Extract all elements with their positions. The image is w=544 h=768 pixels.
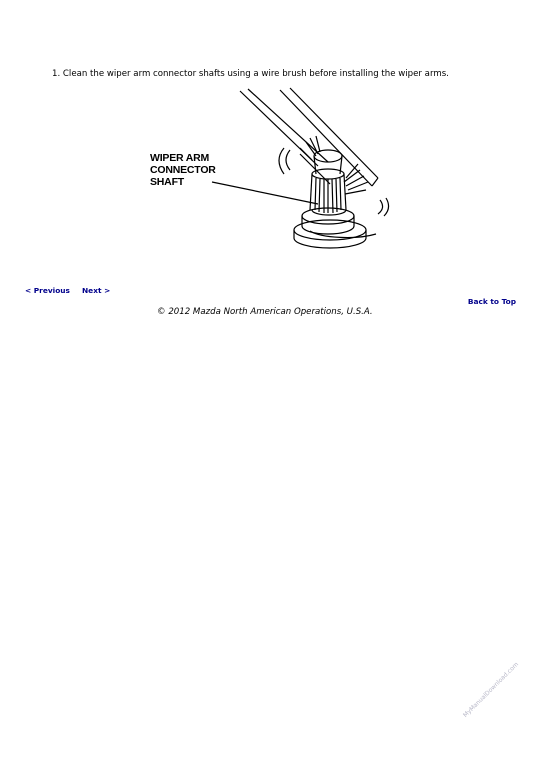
copyright-text: © 2012 Mazda North American Operations, U.S.A. bbox=[157, 307, 373, 317]
watermark: MyManualDownload.com bbox=[462, 660, 521, 719]
instruction-text: 1. Clean the wiper arm connector shafts using a wire brush before installing the wiper arms. bbox=[52, 69, 449, 79]
next-link[interactable]: Next > bbox=[82, 286, 111, 295]
figure-label-line-2: CONNECTOR bbox=[150, 164, 216, 176]
previous-link[interactable]: < Previous bbox=[25, 286, 70, 295]
back-to-top-link[interactable]: Back to Top bbox=[467, 297, 516, 306]
figure-label-line-1: WIPER ARM bbox=[150, 152, 210, 164]
figure-label-line-3: SHAFT bbox=[150, 176, 184, 188]
